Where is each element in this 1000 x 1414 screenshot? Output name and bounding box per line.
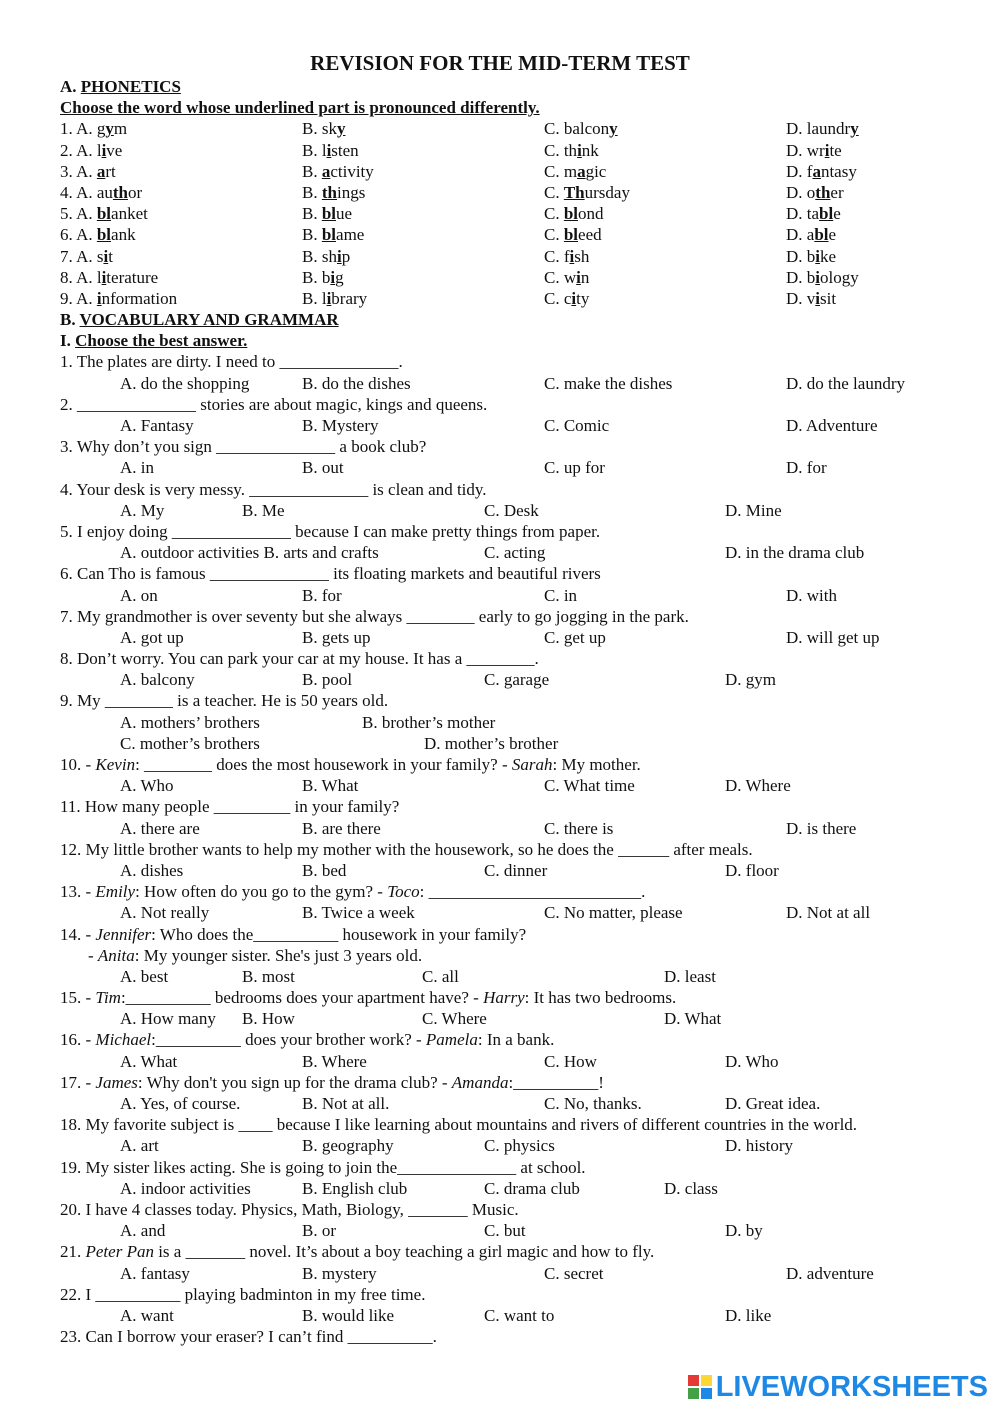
underlined-part: bl [819,204,834,224]
options-16 [60,1051,940,1072]
phonetics-option[interactable]: D. other [786,182,844,202]
liveworksheets-logo [688,1370,988,1404]
phonetics-option[interactable]: D. able [786,225,837,245]
phonetics-option[interactable]: D. visit [786,288,837,308]
option[interactable]: A. Fantasy [120,416,194,435]
underlined-part: a [96,161,106,181]
question-8: 8. Don’t worry. You can park your car at my house. It has a ________. [60,649,539,669]
option[interactable]: A. fantasy [120,1263,190,1283]
option[interactable]: D. Great idea. [725,1094,821,1113]
question-20: 20. I have 4 classes today. Physics, Math, Biology, _______ Music. [60,1199,519,1219]
underlined-part: i [824,140,830,160]
phonetics-row [60,288,940,309]
phonetics-option[interactable]: 6. A. blank [60,225,136,245]
question-5: 5. I enjoy doing ______________ because I can make pretty things from paper. [60,521,601,541]
section-b-heading: B. VOCABULARY AND GRAMMAR [60,310,339,330]
phonetics-option[interactable]: 1. A. gym [60,119,128,139]
underlined-part: bl [563,204,579,224]
question-14-reply: - Anita: My younger sister. She's just 3 years old. [88,945,423,965]
phonetics-row [60,118,940,139]
option[interactable]: C. What time [544,776,635,796]
options-6 [60,585,940,606]
question-number: 3. [60,161,77,181]
phonetics-option[interactable]: D. laundry [786,119,859,139]
underlined-part: i [101,267,107,287]
option[interactable]: A. indoor activities [120,1178,251,1198]
option[interactable]: A. Who [120,776,174,796]
option[interactable]: B. brother’s mother [362,712,496,732]
option[interactable]: A. and [120,1221,166,1241]
option[interactable]: D. class [664,1178,718,1198]
phonetics-row [60,246,940,267]
phonetics-option[interactable]: 2. A. live [60,140,123,160]
phonetics-option[interactable]: D. write [786,140,842,160]
question-16: 16. - Michael:__________ does your brother work? - Pamela: In a bank. [60,1030,555,1050]
underlined-part: a [321,161,331,181]
phonetics-option[interactable]: B. blue [302,204,353,224]
underlined-part: i [326,140,332,160]
options-7 [60,627,940,648]
options-15 [60,1008,940,1029]
option[interactable]: B. Me [242,500,285,520]
question-4: 4. Your desk is very messy. ______________ is clean and tidy. [60,479,487,499]
phonetics-option[interactable]: 3. A. art [60,161,116,181]
logo-mark-icon [688,1375,712,1399]
phonetics-option[interactable]: C. bleed [544,225,602,245]
underlined-part: bl [321,204,337,224]
option[interactable]: D. Mine [725,500,782,520]
option[interactable]: B. for [302,585,342,605]
option[interactable]: D. in the drama club [725,543,865,563]
option[interactable]: B. mystery [302,1263,377,1283]
question-1: 1. The plates are dirty. I need to ______________. [60,352,403,372]
question-number: 5. [60,204,77,224]
option[interactable]: A. want [120,1305,174,1325]
phonetics-row [60,267,940,288]
option[interactable]: C. dinner [484,860,548,880]
phonetics-list [60,118,940,309]
phonetics-row [60,203,940,224]
option[interactable]: B. Not at all. [302,1094,390,1113]
phonetics-option[interactable]: 8. A. literature [60,267,159,287]
option[interactable]: C. want to [484,1305,555,1325]
phonetics-row [60,182,940,203]
option[interactable]: C. Desk [484,500,539,520]
phonetics-option[interactable]: 7. A. sit [60,246,113,266]
options-8 [60,669,940,690]
question-15: 15. - Tim:__________ bedrooms does your apartment have? - Harry: It has two bedrooms. [60,988,677,1008]
worksheet-page [60,50,940,1347]
options-2 [60,415,940,436]
section-b-instruction: I. Choose the best answer. [60,331,248,351]
options-18 [60,1135,940,1156]
option[interactable]: C. No, thanks. [544,1094,642,1113]
option[interactable]: B. most [242,966,295,986]
option[interactable]: C. there is [544,818,614,838]
option[interactable]: C. in [544,585,578,605]
question-2: 2. ______________ stories are about magic, kings and queens. [60,394,488,414]
options-14 [60,966,940,987]
option[interactable]: D. Where [725,776,791,796]
option[interactable]: B. Where [302,1051,367,1071]
option[interactable]: B. Mystery [302,416,379,435]
section-a-heading: A. PHONETICS [60,77,181,96]
question-10: 10. - Kevin: ________ does the most housework in your family? - Sarah: My mother. [60,755,641,774]
option[interactable]: C. No matter, please [544,903,683,923]
phonetics-option[interactable]: 4. A. author [60,182,143,202]
options-17 [60,1093,940,1114]
option[interactable]: A. on [120,585,158,605]
option[interactable]: A. My [120,500,165,520]
option[interactable]: D. least [664,966,716,986]
underlined-part: bl [563,225,579,245]
question-number: 2. [60,140,77,160]
option[interactable]: D. for [786,458,827,478]
option[interactable]: C. up for [544,458,605,478]
underlined-part: i [569,246,575,266]
option[interactable]: A. there are [120,818,200,838]
underlined-part: i [576,267,581,287]
underlined-part: a [812,161,821,181]
phonetics-option[interactable]: C. balcony [544,119,618,139]
phonetics-option[interactable]: C. city [544,288,590,308]
option[interactable]: B. or [302,1221,336,1241]
question-22: 22. I __________ playing badminton in my free time. [60,1284,426,1304]
option[interactable]: C. all [422,966,459,986]
underlined-part: th [815,182,831,202]
phonetics-option[interactable]: 9. A. information [60,288,178,308]
option[interactable]: C. physics [484,1136,555,1156]
underlined-part: bl [96,225,112,245]
option[interactable]: A. do the shopping [120,373,250,393]
option[interactable]: B. Twice a week [302,903,415,923]
options-10 [60,775,940,796]
question-7: 7. My grandmother is over seventy but she always ________ early to go jogging in the park. [60,606,689,626]
option[interactable]: C. Where [422,1009,487,1029]
phonetics-option[interactable]: C. Thursday [544,182,630,202]
option[interactable]: B. gets up [302,627,371,647]
question-12: 12. My little brother wants to help my mother with the housework, so he does the ______ after meals. [60,839,753,859]
phonetics-option[interactable]: B. blame [302,225,365,245]
phonetics-option[interactable]: B. sky [302,119,346,139]
question-number: 1. [60,119,77,139]
option[interactable]: B. geography [302,1136,394,1156]
underlined-part: i [101,140,107,160]
question-6: 6. Can Tho is famous ______________ its floating markets and beautiful rivers [60,564,601,584]
option[interactable]: D. mother’s brother [424,733,559,753]
underlined-part: bl [96,204,112,224]
underlined-part: i [815,246,821,266]
question-21: 21. Peter Pan is a _______ novel. It’s about a boy teaching a girl magic and how to fly. [60,1242,655,1262]
option[interactable]: A. got up [120,627,184,647]
option[interactable]: D. do the laundry [786,373,905,393]
phonetics-option[interactable]: B. listen [302,140,359,160]
question-13: 13. - Emily: How often do you go to the gym? - Toco: _________________________. [60,882,646,902]
underlined-part: i [103,246,109,266]
underlined-part: y [609,119,618,139]
option[interactable]: D. What [664,1009,722,1029]
option[interactable]: C. mother’s brothers [120,733,260,753]
option[interactable]: A. outdoor activities B. arts and crafts [120,543,379,563]
option[interactable]: A. Not really [120,903,210,923]
phonetics-row [60,224,940,245]
question-17: 17. - James: Why don't you sign up for the drama club? - Amanda:__________! [60,1072,604,1092]
question-18: 18. My favorite subject is ____ because I like learning about mountains and rivers of different countries in the world. [60,1115,858,1135]
option[interactable]: C. Comic [544,416,610,435]
option[interactable]: B. would like [302,1305,395,1325]
phonetics-option[interactable]: B. ship [302,246,351,266]
option[interactable]: B. English club [302,1178,408,1198]
options-21 [60,1263,940,1284]
question-number: 6. [60,225,77,245]
underlined-part: y [336,119,346,139]
underlined-part: y [850,119,859,139]
option[interactable]: A. What [120,1051,178,1071]
question-14: 14. - Jennifer: Who does the__________ housework in your family? [60,924,527,944]
option[interactable]: A. in [120,458,154,478]
option[interactable]: D. floor [725,860,779,880]
underlined-part: bl [814,225,829,245]
option[interactable]: D. gym [725,670,776,690]
question-9: 9. My ________ is a teacher. He is 50 years old. [60,691,389,711]
option[interactable]: C. but [484,1221,526,1241]
underlined-part: i [330,267,336,287]
underlined-part: y [105,119,114,139]
option[interactable]: C. garage [484,670,550,690]
option[interactable]: A. How many [120,1009,216,1029]
question-19: 19. My sister likes acting. She is going to join the______________ at school. [60,1157,586,1177]
option[interactable]: C. secret [544,1263,604,1283]
question-11: 11. How many people _________ in your family? [60,797,400,817]
option[interactable]: B. pool [302,670,353,690]
option[interactable]: B. are there [302,818,381,838]
option[interactable]: C. get up [544,627,606,647]
underlined-part: a [577,161,586,181]
phonetics-row [60,140,940,161]
underlined-part: i [96,288,102,308]
question-number: 9. [60,288,77,308]
option[interactable]: B. bed [302,860,347,880]
option[interactable]: A. mothers’ brothers [120,712,260,732]
underlined-part: i [326,288,332,308]
option[interactable]: B. out [302,458,344,478]
phonetics-option[interactable]: C. think [544,140,599,160]
phonetics-option[interactable]: B. things [302,182,366,202]
option[interactable]: D. Not at all [786,903,871,923]
option[interactable]: A. balcony [120,670,195,690]
question-3: 3. Why don’t you sign ______________ a book club? [60,437,427,457]
phonetics-option[interactable]: D. bike [786,246,837,266]
option[interactable]: D. Adventure [786,416,878,435]
options-5 [60,542,940,563]
underlined-part: i [336,246,342,266]
options-9a [60,712,940,733]
phonetics-option[interactable]: D. table [786,204,841,224]
phonetics-option[interactable]: C. blond [544,204,604,224]
options-3 [60,457,940,478]
phonetics-row [60,161,940,182]
option[interactable]: D. is there [786,818,857,838]
phonetics-option[interactable]: B. library [302,288,368,308]
options-9b [60,733,940,754]
question-number: 7. [60,246,77,266]
option[interactable]: C. How [544,1051,597,1071]
underlined-part: bl [321,225,337,245]
phonetics-option[interactable]: C. win [544,267,590,287]
option[interactable]: A. best [120,966,169,986]
underlined-part: i [571,288,577,308]
phonetics-option[interactable]: D. biology [786,267,859,287]
option[interactable]: C. drama club [484,1178,580,1198]
question-number: 8. [60,267,77,287]
option[interactable]: D. like [725,1305,772,1325]
underlined-part: th [112,182,129,202]
question-23: 23. Can I borrow your eraser? I can’t find __________. [60,1327,437,1347]
page-title: REVISION FOR THE MID-TERM TEST [310,51,690,75]
underlined-part: i [815,288,821,308]
phonetics-option[interactable]: B. big [302,267,344,287]
option[interactable]: A. Yes, of course. [120,1094,241,1113]
option[interactable]: A. dishes [120,860,184,880]
options-20 [60,1220,940,1241]
phonetics-option[interactable]: B. activity [302,161,374,181]
phonetics-option[interactable]: C. magic [544,161,607,181]
options-4 [60,500,940,521]
section-a-instruction: Choose the word whose underlined part is pronounced differently. [60,98,540,118]
underlined-part: i [815,267,821,287]
option[interactable]: D. Who [725,1051,779,1071]
options-22 [60,1305,940,1326]
options-12 [60,860,940,881]
options-1 [60,373,940,394]
option[interactable]: B. How [242,1009,295,1029]
question-number: 4. [60,182,77,202]
options-19 [60,1178,940,1199]
option[interactable]: C. make the dishes [544,373,673,393]
option[interactable]: D. adventure [786,1263,874,1283]
option[interactable]: D. history [725,1136,793,1156]
options-13 [60,902,940,923]
underlined-part: Th [563,182,585,202]
phonetics-option[interactable]: 5. A. blanket [60,204,148,224]
phonetics-option[interactable]: D. fantasy [786,161,857,181]
option[interactable]: D. with [786,585,837,605]
phonetics-option[interactable]: C. fish [544,246,590,266]
option[interactable]: B. What [302,776,359,796]
option[interactable]: D. will get up [786,627,880,647]
options-11 [60,818,940,839]
logo-text: LIVEWORKSHEETS [715,1370,988,1403]
underlined-part: th [321,182,337,202]
option[interactable]: B. do the dishes [302,373,411,393]
option[interactable]: D. by [725,1221,763,1241]
underlined-part: i [577,140,582,160]
option[interactable]: A. art [120,1136,159,1156]
option[interactable]: C. acting [484,543,546,563]
